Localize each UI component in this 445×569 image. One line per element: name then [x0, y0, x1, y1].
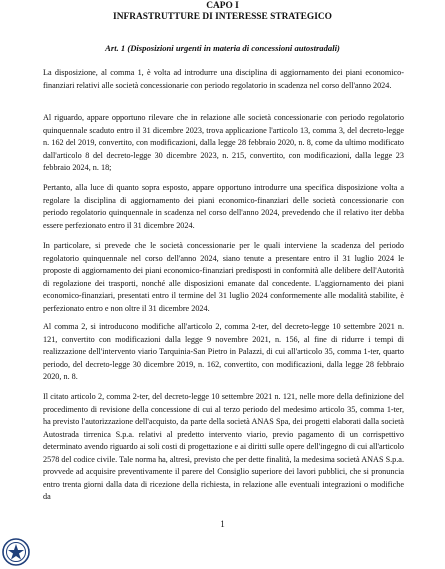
paragraph: Il citato articolo 2, comma 2-ter, del decreto-legge 10 settembre 2021 n. 121, nelle more della definizione del procedimento di revisione della concessione di cui al terzo periodo del medesimo articolo 35, comma 1-ter, ha previsto l'autorizzazione dell'acquisto, da parte della società ANAS Spa, dei progetti elaborati dalla società Autostrada tirrenica S.p.a. relativi al predetto intervento viario, previo pagamento di un corrispettivo determinato avendo riguardo ai soli costi di progettazione e ai diritti sulle opere dell'ingegno di cui all'articolo 2578 del codice civile. Tale norma ha, altresì, previsto che per dette finalità, la medesima società ANAS S.p.a. provvede ad acquisire preventivamente il parere del Consiglio superiore dei lavori pubblici, che si pronuncia entro trenta giorni dalla data di ricezione della richiesta, in relazione alle eventuali integrazioni o modifiche da — [43, 392, 404, 501]
paragraph: Al riguardo, appare opportuno rilevare che in relazione alle società concessionarie con periodo regolatorio quinquennale scaduto entro il 31 dicembre 2023, trova applicazione l'articolo 13, comma 3, del decreto-legge n. 162 del 2019, convertito, con modificazioni, dalla legge 28 febbraio 2020, n. 8, come da ultimo modificato dall'articolo 8 del decreto-legge 30 dicembre 2023, n. 215, convertito, con modificazioni, dalla legge 23 febbraio 2024, n. 18; — [43, 113, 404, 172]
paragraph: Al comma 2, si introducono modifiche all'articolo 2, comma 2-ter, del decreto-legge 10 settembre 2021 n. 121, convertito con modificazioni dalla legge 9 novembre 2021, n. 156, al fine di ridurre i tempi di realizzazione dell'intervento viario Tarquinia-San Pietro in Palazzi, di cui all'articolo 35, comma 1-ter, quarto periodo, del decreto-legge 30 dicembre 2019, n. 162, convertito, con modificazioni, dalla legge 28 febbraio 2020, n. 8. — [43, 322, 404, 381]
chapter-title: INFRASTRUTTURE DI INTERESSE STRATEGICO — [113, 12, 332, 22]
article-heading: Art. 1 (Disposizioni urgenti in materia di concessioni autostradali) — [105, 43, 340, 53]
paragraph: Pertanto, alla luce di quanto sopra esposto, appare opportuno introdurre una specifica disposizione volta a regolare la disciplina di aggiornamento dei piani economico-finanziari delle società concessionarie con periodo regolatorio quinquennale in scadenza nel corso dell'anno 2024, prevedendo che il relativo iter debba essere perfezionato entro il 31 dicembre 2024. — [43, 183, 404, 230]
chapter-heading: CAPO I — [206, 1, 239, 11]
paragraph: In particolare, si prevede che le società concessionarie per le quali interviene la scadenza del periodo regolatorio quinquennale nel corso dell'anno 2024, siano tenute a presentare entro il 31 luglio 2024 le proposte di aggiornamento dei piani economico-finanziari predisposti in conformità alle delibere dell'Autorità di regolazione dei trasporti, nonché alle disposizioni emanate dal concedente. L'aggiornamento dei piani economico-finanziari, presentati entro il termine del 31 luglio 2024 conformemente alle modalità stabilite, è perfezionato entro e non oltre il 31 dicembre 2024. — [43, 241, 404, 313]
emblem-icon — [2, 538, 30, 566]
page-number: 1 — [220, 519, 225, 529]
paragraph: La disposizione, al comma 1, è volta ad introdurre una disciplina di aggiornamento dei piani economico-finanziari relativi alle società concessionarie con periodo regolatorio in scadenza nel corso dell'anno 2024. — [43, 68, 404, 90]
